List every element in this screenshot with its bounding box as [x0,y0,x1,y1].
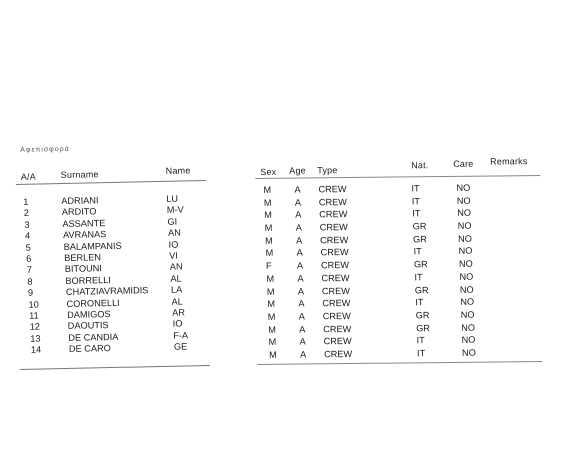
header-remarks: Remarks [490,156,528,167]
name-cell: LU [166,193,179,204]
care-cell: NO [461,322,475,333]
nationality-cell: GR [416,322,431,333]
nationality-cell: GR [413,233,427,245]
nationality-cell: IT [411,183,420,194]
nationality-cell: GR [414,284,429,295]
care-cell: NO [457,208,472,219]
care-cell: NO [458,258,473,269]
header-care: Care [453,158,474,169]
sex-cell: M [267,311,276,322]
type-cell: CREW [319,222,348,233]
surname-cell: ARDITO [61,206,97,218]
name-cell: LA [170,284,183,295]
row-number: 6 [26,253,32,264]
type-cell: CREW [321,272,350,284]
sex-cell: M [264,210,272,221]
crew-details-table [255,147,542,370]
surname-cell: BALAMPANIS [63,240,122,252]
nationality-cell: IT [412,208,421,219]
age-cell: A [296,235,303,246]
row-number: 13 [30,333,41,344]
row-number: 7 [26,265,33,276]
name-cell: VI [169,250,178,261]
surname-cell: BITOUNI [64,263,103,275]
age-cell: A [295,209,302,220]
name-cell: AN [167,227,181,238]
surname-cell: DAMIGOS [67,308,111,320]
header-age: Age [289,165,306,176]
row-number: 10 [28,299,39,310]
care-cell: NO [459,284,474,295]
type-cell: CREW [321,285,350,296]
sex-cell: M [268,349,277,360]
surname-cell: ASSANTE [62,217,106,229]
age-cell: A [296,247,303,259]
type-cell: CREW [322,298,351,309]
nationality-cell: IT [414,272,423,283]
row-number: 3 [24,219,30,230]
crew-names-rows [16,193,209,356]
care-cell: NO [460,296,475,308]
care-cell: NO [461,334,476,346]
type-cell: CREW [323,336,352,347]
surname-cell: BERLEN [64,252,102,263]
type-cell: CREW [323,323,352,334]
crew-names-table [15,136,210,375]
table-row [261,347,546,363]
surname-cell: CORONELLI [66,297,120,309]
row-number: 4 [24,230,31,241]
type-cell: CREW [319,209,348,220]
nationality-cell: IT [416,335,425,346]
row-number: 11 [29,310,39,321]
surname-cell: DAOUTIS [67,320,109,332]
row-number: 14 [30,344,42,355]
header-rule [16,180,206,185]
age-cell: A [295,222,302,233]
age-cell: A [294,197,302,208]
bottom-rule [20,365,210,370]
row-number: 5 [25,242,31,253]
age-cell: A [297,285,305,297]
type-cell: CREW [323,348,353,360]
sex-cell: M [265,248,274,259]
care-cell: NO [456,195,471,206]
name-cell: GE [173,341,188,352]
header-type: Type [317,165,338,176]
name-cell: AN [169,261,183,273]
name-cell: IO [168,239,179,250]
row-number: 12 [29,321,41,333]
name-cell: GI [167,216,178,227]
header-nat: Nat. [411,160,429,171]
sex-cell: M [266,273,275,284]
surname-cell: ADRIANI [61,195,99,207]
sex-cell: F [265,260,272,272]
name-cell: AR [172,307,186,318]
care-cell: NO [459,271,474,282]
row-number: 2 [23,208,30,219]
sex-cell: M [264,222,273,233]
age-cell: A [299,324,306,335]
name-cell: M-V [166,204,184,216]
age-cell: A [296,260,304,271]
row-number: 8 [27,276,33,287]
type-cell: CREW [318,196,347,208]
surname-cell: DE CANDIA [68,331,119,343]
nationality-cell: IT [411,195,421,207]
table-caption: Αφεπισφορά [20,145,70,154]
nationality-cell: IT [413,246,422,257]
care-cell: NO [461,347,476,358]
header-sex: Sex [260,166,277,177]
age-cell: A [298,311,305,322]
age-cell: A [299,336,306,347]
name-cell: F-A [173,330,189,341]
type-cell: CREW [320,247,349,258]
nationality-cell: GR [415,310,430,321]
sex-cell: M [267,298,276,310]
nationality-cell: IT [415,297,424,308]
header-name: Name [165,165,191,176]
surname-cell: DE CARO [68,343,111,354]
care-cell: NO [458,246,473,257]
row-number: 9 [27,287,34,298]
care-cell: NO [457,220,472,231]
speck-mark: · · [510,169,522,176]
name-cell: AL [171,296,183,307]
sex-cell: M [265,235,273,246]
row-number: 1 [23,196,29,207]
header-rule [255,175,540,179]
sex-cell: M [263,197,272,208]
sex-cell: M [266,286,275,297]
sex-cell: M [268,337,277,348]
sex-cell: M [263,184,272,195]
nationality-cell: GR [412,221,427,232]
sex-cell: M [268,324,276,335]
type-cell: CREW [318,184,347,195]
care-cell: NO [458,233,472,244]
name-cell: AL [170,273,182,284]
header-aa: A/A [20,171,36,182]
name-cell: IO [172,318,183,330]
age-cell: A [297,273,304,284]
age-cell: A [298,298,305,309]
nationality-cell: GR [413,259,428,270]
surname-cell: CHATZIAVRAMIDIS [65,285,149,298]
crew-details-rows [255,182,542,363]
care-cell: NO [456,182,471,193]
care-cell: NO [460,309,475,320]
type-cell: CREW [320,234,349,246]
surname-cell: BORRELLI [65,274,111,286]
surname-cell: AVRANAS [62,229,107,241]
header-surname: Surname [60,169,99,181]
nationality-cell: IT [416,348,426,359]
type-cell: CREW [320,260,350,271]
age-cell: A [294,184,301,195]
type-cell: CREW [322,310,351,322]
age-cell: A [299,349,307,360]
